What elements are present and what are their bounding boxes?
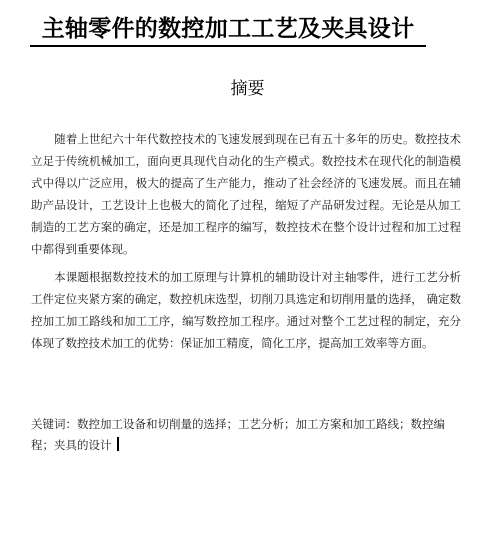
abstract-paragraph-2-text: 本课题根据数控技术的加工原理与计算机的辅助设计对主轴零件，进行工艺分析工件定位夹紧方案的确定，数控机床选型，切削刀具选定和切削用量的选择， 确定数控加工加工路线和加工工序，编写数控加工程序。通过对整个工艺过程的制定，充分体现了数控技术加工的优势：保证加工精度，简化工序，提高加工效率等方面。 (31, 270, 461, 350)
abstract-heading: 摘要 (230, 79, 265, 99)
text-cursor (117, 437, 119, 451)
abstract-paragraph-1 (31, 128, 461, 260)
abstract-paragraph-1-text: 随着上世纪六十年代数控技术的飞速发展到现在已有五十多年的历史。数控技术立足于传统机械加工，面向更具现代自动化的生产模式。数控技术在现代化的制造模式中得以广泛应用，极大的提高了生产能力，推动了社会经济的飞速发展。而且在辅助产品设计，工艺设计上也极大的简化了过程，缩短了产品研发过程。无论是从加工制造的工艺方案的确定，还是加工程序的编写，数控技术在整个设计过程和加工过程中都得到重要体现。 (31, 132, 461, 256)
document-title: 主轴零件的数控加工工艺及夹具设计 (41, 15, 415, 42)
keywords-text: 数控加工设备和切削量的选择；工艺分析；加工方案和加工路线；数控编程；夹具的设计 (31, 417, 445, 452)
title-underline (30, 45, 426, 47)
keywords-label: 关键词： (31, 417, 77, 431)
keywords-line (31, 414, 461, 456)
abstract-paragraph-2 (31, 266, 461, 354)
